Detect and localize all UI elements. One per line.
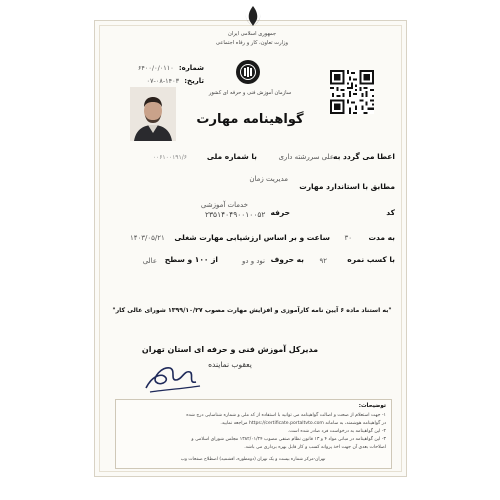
field-label: حرفه (270, 208, 290, 217)
standard-value: مدیریت زمان (249, 175, 288, 183)
holder-photo (130, 87, 176, 141)
signatory-title: مدیرکل آموزش فنی و حرفه ای استان تهران (141, 345, 319, 354)
code-label: کد (386, 208, 395, 217)
tvto-logo-icon (236, 60, 260, 84)
portrait-image (130, 87, 176, 141)
notes-heading: توضیحات: (358, 403, 386, 409)
scale-label: از ۱۰۰ و سطح (164, 255, 218, 264)
score-words-label: به حروف (270, 255, 304, 264)
score-value: ۹۲ (319, 257, 327, 265)
note-1: ۱- جهت استعلام از صحت و اصالت گواهینامه می توانید با استفاده از کد ملی و شماره شناسایی درج شده (186, 413, 386, 418)
national-id-label: با شماره ملی (206, 152, 257, 161)
evaluation-date-value: ۱۴۰۳/۰۵/۲۱ (130, 234, 165, 242)
note-2: ۲- این گواهینامه به درخواست فرد صادر شده است. (287, 429, 386, 434)
level-value: عالی (142, 257, 157, 265)
score-label: با کسب نمره (347, 255, 395, 264)
header-line2: وزارت تعاون، کار و رفاه اجتماعی (215, 40, 289, 46)
number-value: ۶۴۰۰/۰/۰۱۱۰ (137, 64, 174, 72)
awarded-value: علی سررشته داری (278, 153, 334, 161)
date-value: ۱۴۰۳-۰۸-۰۷ (146, 77, 180, 85)
footer-address: تهران-مرکز شماره بیست و یک تهران (دومطوره، افشمیه) اصطلاح صفحات وب (180, 457, 326, 462)
qr-code[interactable] (330, 70, 374, 114)
legal-basis-quote: "به استناد ماده ۶ آیین نامه کارآموزی و افزایش مهارت مصوب ۱۳۹۹/۱۰/۲۷ شورای عالی کار" (112, 307, 392, 314)
note-3b: اصلاحات بعدی آن جهت اخذ پروانه کسب و کار قابل بهره برداری می باشد. (244, 445, 386, 450)
date-label: تاریخ: (184, 77, 204, 85)
date-row (114, 68, 204, 87)
org-name: سازمان آموزش فنی و حرفه ای کشور (208, 90, 292, 96)
signatory-name: یعقوب نماینده (208, 360, 252, 369)
score-words-value: نود و دو (241, 257, 265, 265)
note-3: ۳- این گواهینامه در مبانی مواد ۴ و ۱۳ قانون نظام صنفی مصوب ۱۳۸۲/۰۱/۲۴ مجلس شورای اسلامی و (191, 437, 386, 442)
awarded-label: اعطا می گردد به (333, 152, 395, 161)
duration-label: به مدت (368, 233, 395, 242)
duration-value: ۳۰ (344, 234, 352, 242)
national-id-value: ۰۰۶۱۰۰۱۹۱/۶ (152, 154, 187, 161)
field-value: خدمات آموزشی (200, 201, 248, 209)
code-value: ۲۳۵۱۴۰۴۹۰۰۱۰۰۵۲ (205, 210, 266, 219)
certificate-title: گواهینامه مهارت (196, 112, 304, 127)
header-line1: جمهوری اسلامی ایران (227, 31, 277, 37)
hours-label: ساعت و بر اساس ارزشیابی مهارت شغلی (174, 233, 330, 242)
number-label: شماره: (178, 64, 204, 72)
note-1b: در گواهینامه هوشمند، به سامانه https://certificate.portaltvto.com مراجعه نمایید. (220, 421, 386, 426)
standard-label: مطابق با استاندارد مهارت (299, 182, 395, 191)
iran-emblem-icon (242, 4, 264, 28)
handwritten-signature (140, 356, 210, 396)
